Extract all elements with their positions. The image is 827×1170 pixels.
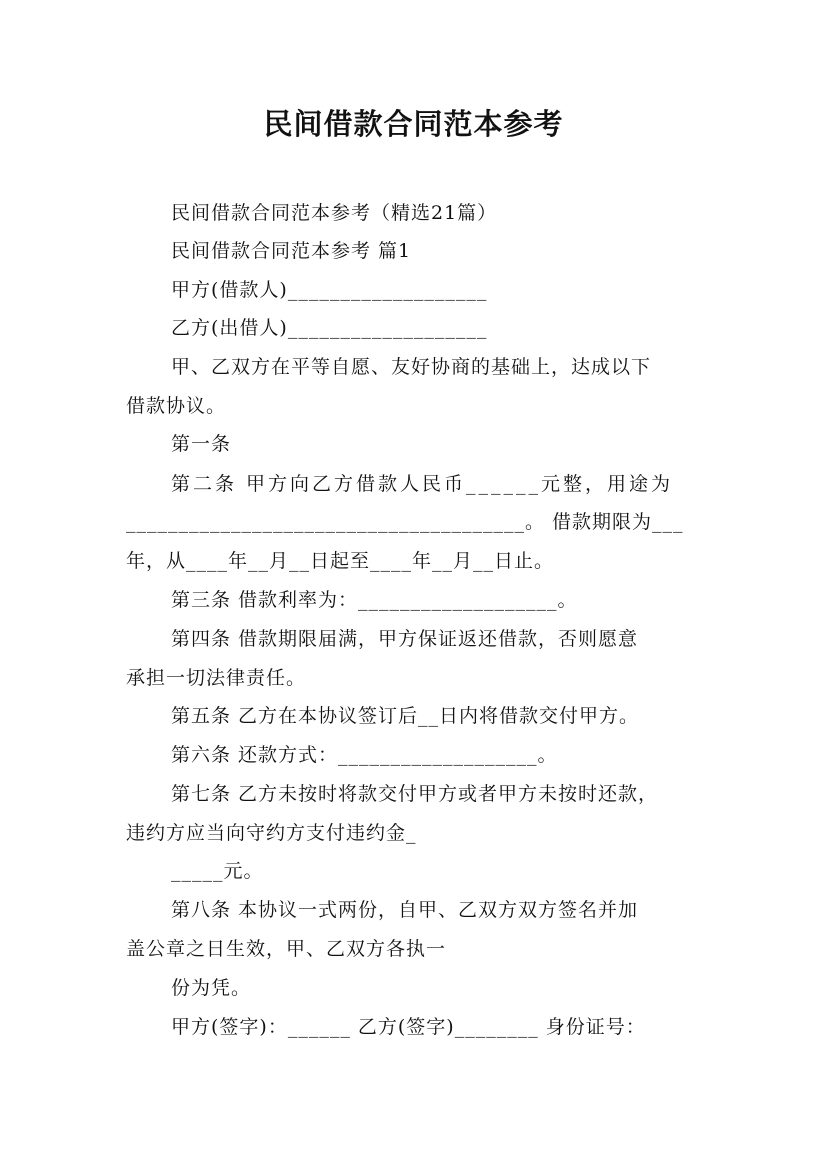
paragraph-line: 乙方(出借人)___________________ [171, 317, 488, 339]
paragraph-line: 违约方应当向守约方支付违约金_ [126, 822, 417, 844]
paragraph-line: 年，从____年__月__日起至____年__月__日止。 [126, 550, 555, 572]
paragraph-line: 第五条 乙方在本协议签订后__日内将借款交付甲方。 [171, 705, 640, 727]
paragraph-line: 盖公章之日生效，甲、乙双方各执一 [126, 938, 447, 960]
paragraph-line: 甲方(签字)：______ 乙方(签字)________ 身份证号： [171, 1016, 646, 1038]
paragraph-line: 第八条 本协议一式两份，自甲、乙双方双方签名并加 [171, 899, 639, 921]
paragraph-line: 民间借款合同范本参考（精选21篇） [171, 202, 498, 224]
paragraph-line: 第六条 还款方式：___________________。 [171, 744, 558, 766]
paragraph-line: 承担一切法律责任。 [126, 667, 307, 689]
paragraph-line: 第二条 甲方向乙方借款人民币______元整，用途为 [171, 473, 674, 495]
paragraph-line: 民间借款合同范本参考 篇1 [171, 240, 412, 262]
paragraph-line: 第三条 借款利率为：___________________。 [171, 589, 578, 611]
paragraph-line: 第七条 乙方未按时将款交付甲方或者甲方未按时还款， [171, 783, 659, 805]
paragraph-line: 甲方(借款人)___________________ [171, 279, 488, 301]
document-title: 民间借款合同范本参考 [263, 107, 564, 141]
paragraph-line: 第四条 借款期限届满，甲方保证返还借款，否则愿意 [171, 628, 639, 650]
paragraph-line: 甲、乙双方在平等自愿、友好协商的基础上，达成以下 [171, 356, 652, 378]
paragraph-line: 借款协议。 [126, 395, 227, 417]
paragraph-line: _____元。 [171, 860, 264, 882]
paragraph-line: 第一条 [171, 433, 232, 455]
paragraph-line: 份为凭。 [171, 977, 252, 999]
paragraph-line: ______________________________________。 借款期限为___ [126, 511, 684, 533]
